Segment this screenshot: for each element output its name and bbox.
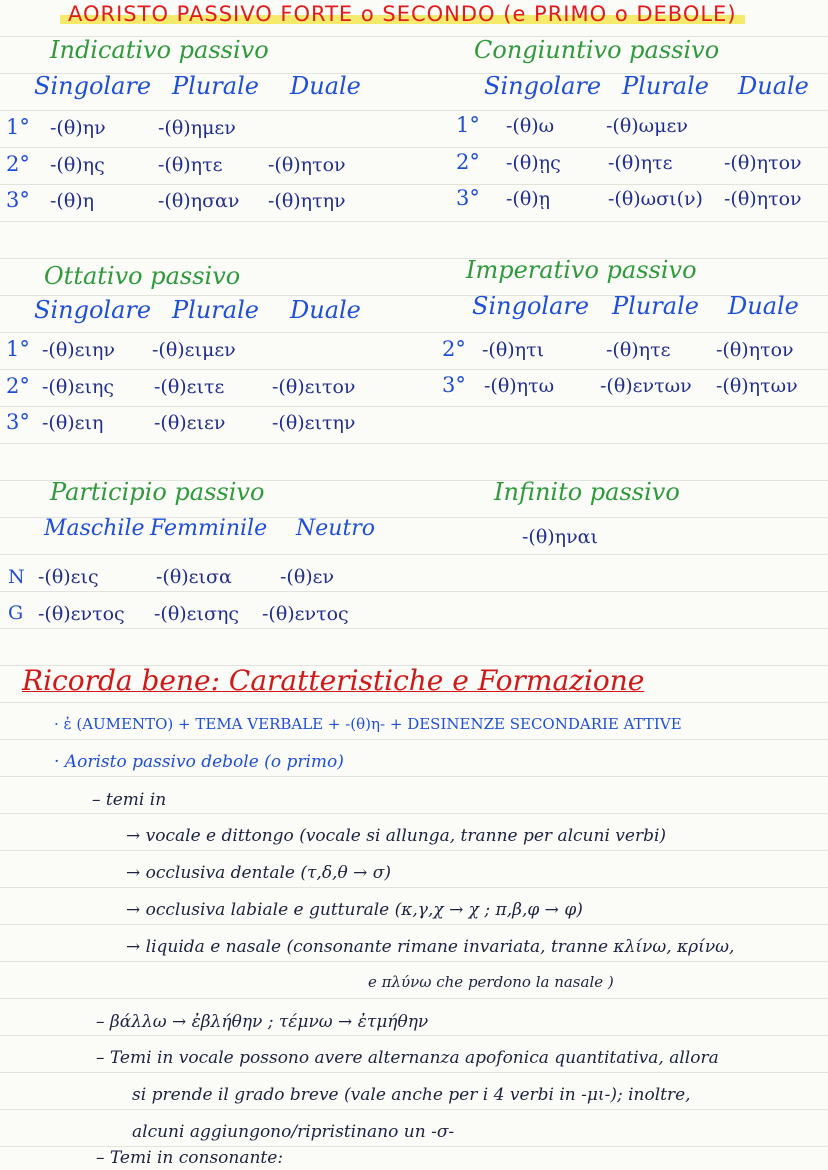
participio-masculine-header: Maschile [44,516,145,541]
imperativo-singular-header: Singolare [472,292,590,320]
congiuntivo-cell: -(θ)ῃ [506,188,551,210]
imperativo-cell: -(θ)ητον [716,339,794,361]
ottativo-dual-header: Duale [290,296,361,324]
congiuntivo-singular-header: Singolare [484,72,602,100]
congiuntivo-person-3: 3° [456,186,480,210]
ricorda-line: → vocale e dittongo (vocale si allunga, tranne per alcuni verbi) [126,826,667,846]
ricorda-line: → occlusiva dentale (τ,δ,θ → σ) [126,863,391,883]
congiuntivo-cell: -(θ)ῃς [506,152,561,174]
ottativo-cell: -(θ)ειην [42,339,115,361]
indicativo-cell: -(θ)ητην [268,190,346,212]
imperativo-cell: -(θ)ητων [716,375,798,397]
congiuntivo-plural-header: Plurale [622,72,709,100]
imperativo-dual-header: Duale [728,292,799,320]
infinito-heading: Infinito passivo [494,478,680,506]
indicativo-cell: -(θ)η [50,190,95,212]
indicativo-cell: -(θ)ης [50,154,105,176]
indicativo-person-2: 2° [6,152,30,176]
indicativo-cell: -(θ)ησαν [158,190,240,212]
congiuntivo-cell: -(θ)ω [506,115,555,137]
imperativo-cell: -(θ)ητε [606,339,671,361]
imperativo-cell: -(θ)εντων [600,375,692,397]
indicativo-singular-header: Singolare [34,72,152,100]
ricorda-line: → liquida e nasale (consonante rimane invariata, tranne κλίνω, κρίνω, [126,937,735,957]
indicativo-heading: Indicativo passivo [50,36,269,64]
indicativo-dual-header: Duale [290,72,361,100]
ricorda-line: – temi in [92,790,167,810]
indicativo-cell: -(θ)ητον [268,154,346,176]
ottativo-person-1: 1° [6,337,30,361]
congiuntivo-person-1: 1° [456,113,480,137]
imperativo-person-3: 3° [442,373,466,397]
ricorda-line: – Temi in consonante: [96,1148,284,1168]
imperativo-heading: Imperativo passivo [466,256,697,284]
ottativo-cell: -(θ)ειη [42,412,104,434]
participio-case-g: G [8,602,24,624]
infinito-value: -(θ)ηναι [522,526,598,548]
ricorda-line: → occlusiva labiale e gutturale (κ,γ,χ → χ ; π,β,φ → φ) [126,900,583,920]
ricorda-line: · ἐ (AUMENTO) + TEMA VERBALE + -(θ)η- + DESINENZE SECONDARIE ATTIVE [54,715,682,733]
indicativo-person-3: 3° [6,188,30,212]
ricorda-heading: Ricorda bene: Caratteristiche e Formazione [22,664,645,697]
ricorda-line: – Temi in vocale possono avere alternanza apofonica quantitativa, allora [96,1048,719,1068]
ottativo-heading: Ottativo passivo [44,262,241,290]
imperativo-cell: -(θ)ητω [484,375,555,397]
ricorda-line: – βάλλω → ἐβλήθην ; τέμνω → ἐτμήθην [96,1012,429,1032]
indicativo-plural-header: Plurale [172,72,259,100]
ottativo-cell: -(θ)ειτην [272,412,356,434]
congiuntivo-cell: -(θ)ωσι(ν) [608,188,703,210]
ottativo-cell: -(θ)ειτον [272,376,356,398]
congiuntivo-cell: -(θ)ητον [724,188,802,210]
ottativo-plural-header: Plurale [172,296,259,324]
page-title: AORISTO PASSIVO FORTE o SECONDO (e PRIMO o DEBOLE) [60,2,745,26]
congiuntivo-cell: -(θ)ωμεν [606,115,688,137]
ottativo-cell: -(θ)ειτε [154,376,225,398]
participio-feminine-header: Femminile [150,516,268,541]
indicativo-person-1: 1° [6,115,30,139]
congiuntivo-cell: -(θ)ητον [724,152,802,174]
congiuntivo-cell: -(θ)ητε [608,152,673,174]
participio-case-n: N [8,566,25,588]
ottativo-cell: -(θ)ειεν [154,412,226,434]
congiuntivo-heading: Congiuntivo passivo [474,36,720,64]
ottativo-cell: -(θ)ειμεν [152,339,236,361]
ottativo-person-2: 2° [6,374,30,398]
participio-heading: Participio passivo [50,478,265,506]
imperativo-person-2: 2° [442,337,466,361]
participio-cell: -(θ)εν [280,566,335,588]
ottativo-singular-header: Singolare [34,296,152,324]
ricorda-line: · Aoristo passivo debole (o primo) [54,752,344,772]
participio-cell: -(θ)εισης [154,603,239,625]
imperativo-cell: -(θ)ητι [482,339,545,361]
participio-cell: -(θ)εντος [262,603,349,625]
ottativo-cell: -(θ)ειης [42,376,115,398]
ottativo-person-3: 3° [6,410,30,434]
indicativo-cell: -(θ)ημεν [158,117,236,139]
participio-cell: -(θ)εντος [38,603,125,625]
ricorda-line: si prende il grado breve (vale anche per i 4 verbi in -μι-); inoltre, [132,1085,691,1105]
indicativo-cell: -(θ)ητε [158,154,223,176]
indicativo-cell: -(θ)ην [50,117,106,139]
congiuntivo-person-2: 2° [456,150,480,174]
participio-cell: -(θ)εις [38,566,99,588]
imperativo-plural-header: Plurale [612,292,699,320]
ricorda-line: alcuni aggiungono/ripristinano un -σ- [132,1122,455,1142]
ricorda-line: e πλύνω che perdono la nasale ) [368,973,614,991]
participio-cell: -(θ)εισα [156,566,232,588]
congiuntivo-dual-header: Duale [738,72,809,100]
participio-neuter-header: Neutro [296,516,376,541]
